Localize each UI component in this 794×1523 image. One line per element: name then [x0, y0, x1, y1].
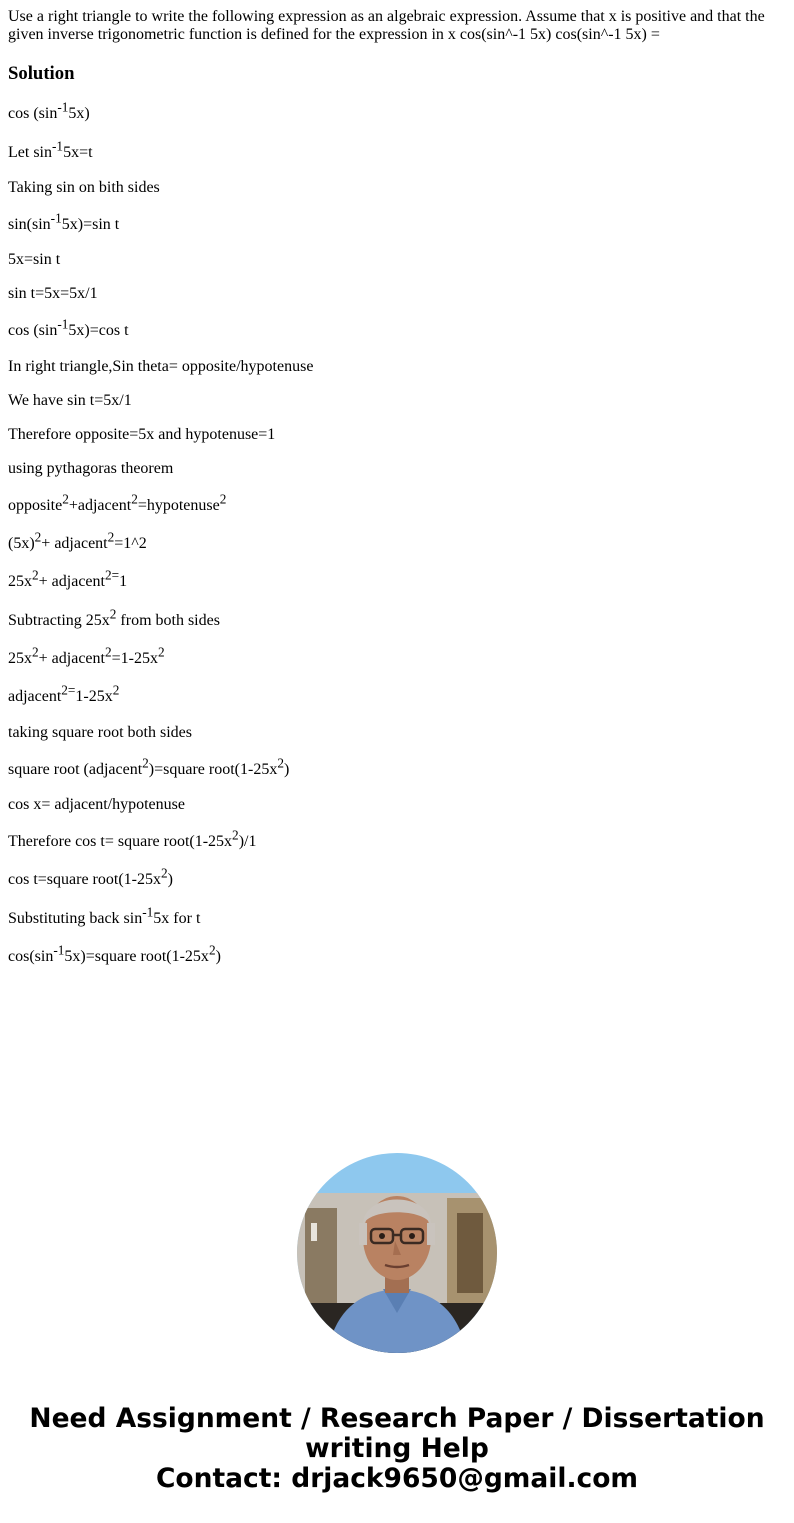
solution-step-14: $25x^2+$ adjacent$^{2=}$1 — [8, 567, 128, 590]
solution-step-5: 5x=sin t — [8, 251, 61, 268]
question-text: Use a right triangle to write the following expression as an algebraic expression. Assume that x is positive and that the given inverse trigonometric function is defined for the expression in x cos(sin^-1 5x) cos(sin^-1 5x) = — [8, 8, 765, 43]
solution-step-22: cos t=square $root(1-25x^2)$ — [8, 865, 173, 888]
solution-step-9: We have sin t=5x/1 — [8, 392, 132, 409]
promo-line-2: writing Help — [305, 1433, 489, 1464]
solution-step-23: Substituting back $\sin^{-1}5x$ for t — [8, 904, 201, 927]
solution-step-6: sin t=5x=5x/1 — [8, 285, 98, 302]
solution-step-2: Let $\sin^{-1}5x=t$ — [8, 138, 93, 161]
solution-step-16: $25x^2+$ $adjacent^2=1-25x^2$ — [8, 644, 165, 667]
solution-step-11: using pythagoras theorem — [8, 460, 174, 477]
solution-step-7: $\cos (\sin^{-1}5x)=\cos$ t — [8, 316, 129, 339]
solution-step-19: square root (adjacent$^2$)=square $root(1-25x^2)$ — [8, 755, 290, 778]
solution-heading: Solution — [8, 63, 75, 84]
solution-step-17: $adjacent^{2=}1-25x^2$ — [8, 682, 120, 705]
author-avatar — [297, 1153, 497, 1353]
solution-step-8: In right triangle,Sin theta= opposite/hypotenuse — [8, 358, 314, 375]
solution-step-10: Therefore opposite=5x and hypotenuse=1 — [8, 426, 276, 443]
solution-step-12: opposite$^2$+adjacent$^2$=hypotenuse$^2$ — [8, 491, 227, 514]
solution-step-13: $(5x)^2+$ adjacent$^2$=1^2 — [8, 529, 147, 552]
solution-step-3: Taking sin on bith sides — [8, 179, 160, 196]
solution-step-24: $\cos(\sin^{-1}5x)=square$ $root(1-25x^2)$ — [8, 942, 221, 965]
solution-step-4: $\sin(\sin^{-1}5x)=\sin$ t — [8, 210, 120, 233]
solution-step-21: Therefore cos t= square $root(1-25x^2)/1$ — [8, 827, 257, 850]
person-photo-icon — [297, 1153, 497, 1353]
solution-step-18: taking square root both sides — [8, 724, 192, 741]
solution-step-1: $\cos (\sin^{-1}5x)$ — [8, 99, 90, 122]
promo-contact: Contact: drjack9650@gmail.com — [155, 1463, 639, 1494]
promo-line-1: Need Assignment / Research Paper / Dissertation — [29, 1403, 765, 1434]
solution-step-20: cos x= adjacent/hypotenuse — [8, 796, 185, 813]
solution-step-15: Subtracting $25x^2$ from both sides — [8, 606, 220, 629]
promo-banner — [0, 1404, 794, 1494]
